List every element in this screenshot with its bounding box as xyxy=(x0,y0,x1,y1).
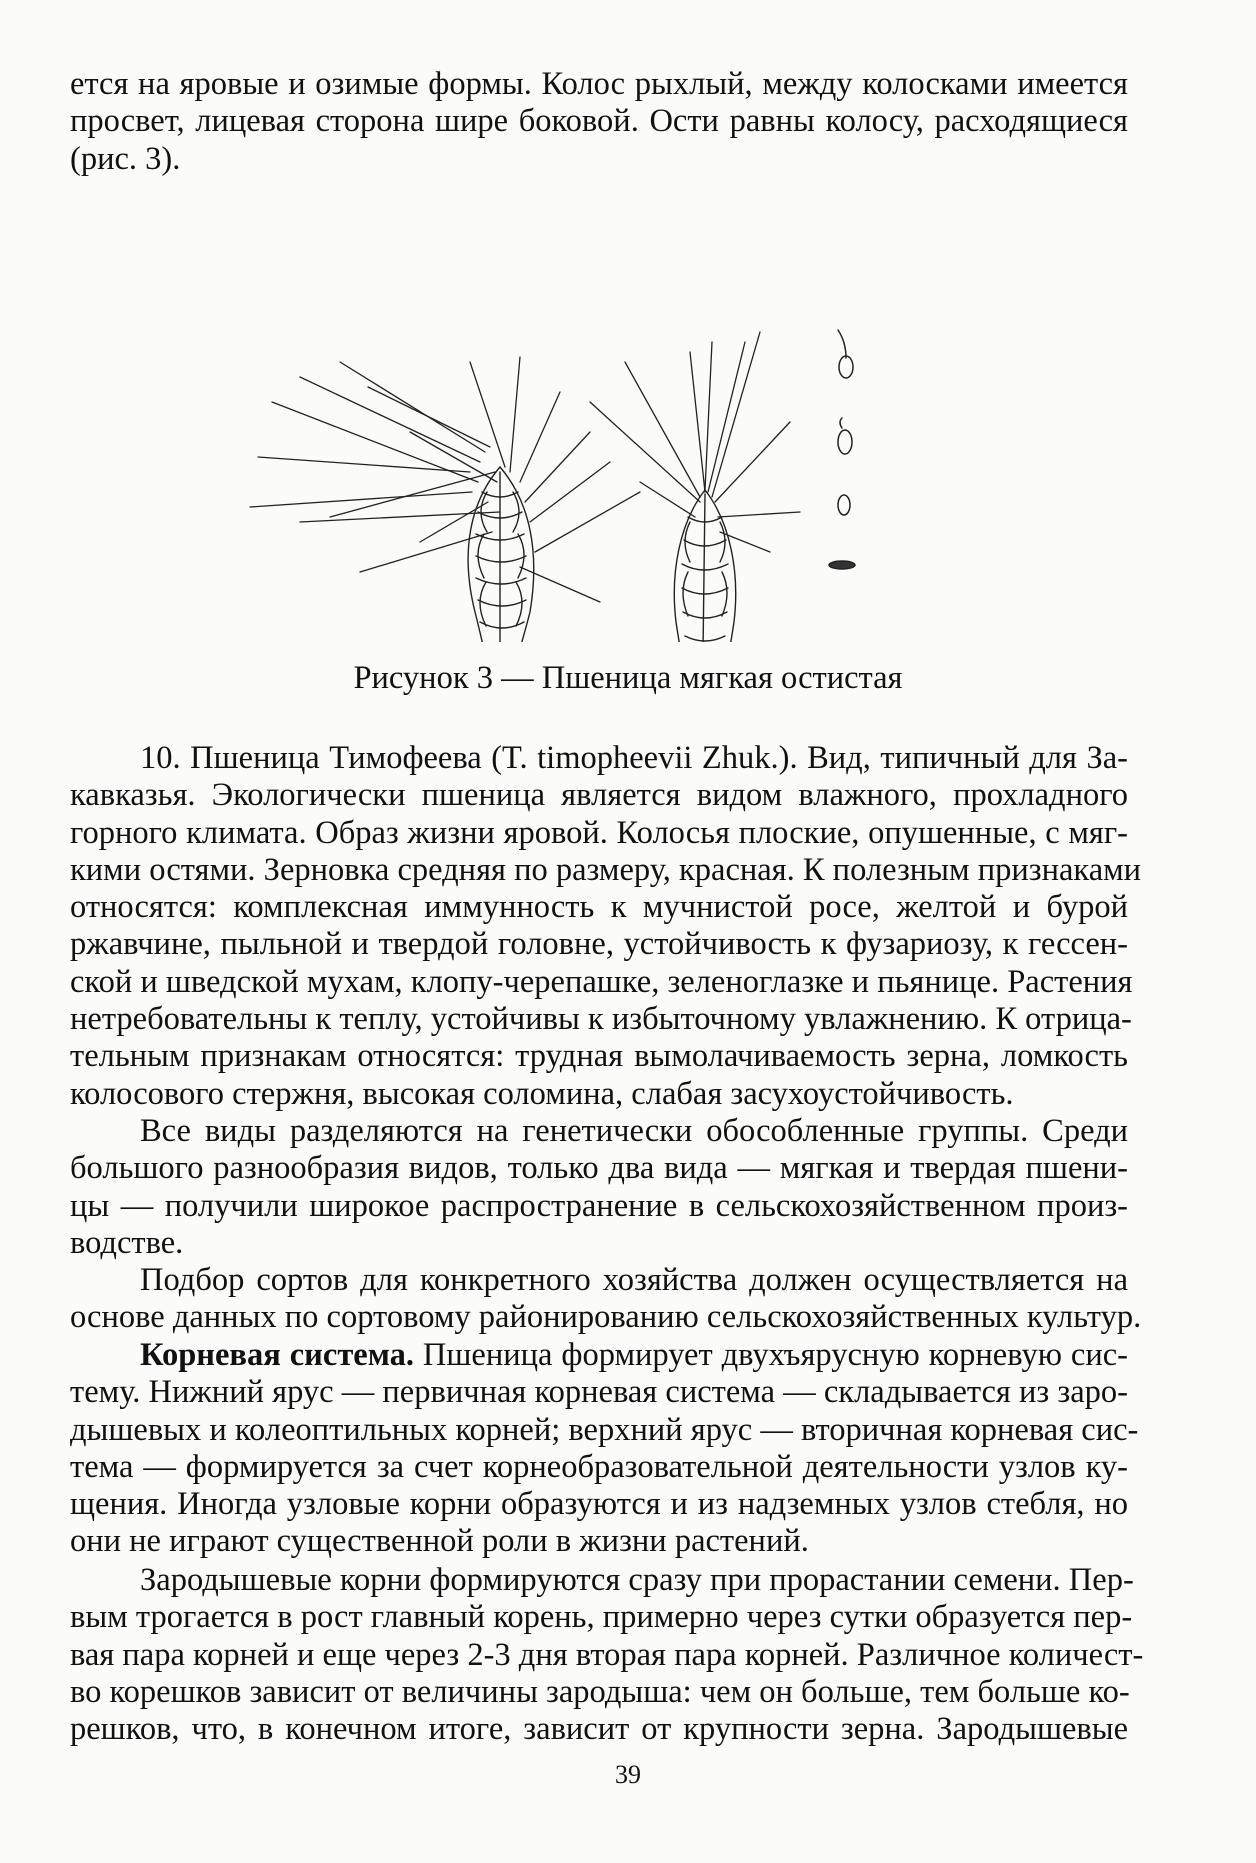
text-line: горного климата. Образ жизни яровой. Колосья плоские, опушенные, с мяг- xyxy=(70,814,1128,851)
text-line: водстве. xyxy=(70,1224,184,1261)
paragraph-root-system xyxy=(70,1337,1139,1561)
text-line: цы — получили широкое распространение в сельскохозяйственном произ- xyxy=(70,1187,1128,1224)
text-line: основе данных по сортовому районированию сельскохозяйственных культур. xyxy=(70,1299,1142,1336)
left-spike-awns xyxy=(250,357,640,602)
text-line: Зародышевые корни формируются сразу при прорастании семени. Пер- xyxy=(140,1562,1134,1598)
paragraph-germinal-roots xyxy=(70,1562,1144,1748)
text-line: (рис. 3). xyxy=(70,140,181,177)
text-line: большого разнообразия видов, только два вида — мягкая и твердая пшени- xyxy=(70,1150,1128,1187)
text-line: во корешков зависит от величины зародыша: чем он больше, тем больше ко- xyxy=(70,1673,1130,1710)
left-spike-body xyxy=(468,467,534,642)
right-spike-body xyxy=(674,490,735,642)
text-line xyxy=(70,1337,1128,1374)
intro-paragraph xyxy=(70,66,1128,178)
text-line: дышевых и колеоптильных корней; верхний ярус — вторичная корневая сис- xyxy=(70,1411,1139,1448)
text-line: вым трогается в рост главный корень, примерно через сутки образуется пер- xyxy=(70,1599,1133,1636)
text-line: колосового стержня, высокая соломина, слабая засухоустойчивость. xyxy=(70,1075,1014,1112)
page-number: 39 xyxy=(615,1760,641,1789)
grain-views xyxy=(829,330,855,569)
text-line: ется на яровые и озимые формы. Колос рыхлый, между колосками имеется xyxy=(70,66,1128,102)
text-line: они не играют существенной роли в жизни растений. xyxy=(70,1523,809,1560)
text-line: нетребовательны к теплу, устойчивы к избыточному увлажнению. К отрица- xyxy=(70,1001,1132,1038)
figure-caption: Рисунок 3 — Пшеница мягкая остистая xyxy=(353,660,903,696)
paragraph-species-groups xyxy=(70,1113,1128,1262)
section-heading: Корневая система. xyxy=(140,1337,414,1373)
text-line: просвет, лицевая сторона шире боковой. Ости равны колосу, расходящиеся xyxy=(70,103,1128,140)
text-line: Подбор сортов для конкретного хозяйства должен осуществляется на xyxy=(140,1262,1128,1298)
heading-line-rest: Пшеница формирует двухъярусную корневую сис- xyxy=(414,1337,1128,1373)
text-line: ржавчине, пыльной и твердой головне, устойчивость к фузариозу, к гессен- xyxy=(70,926,1128,963)
text-line: тельным признакам относятся: трудная вымолачиваемость зерна, ломкость xyxy=(70,1038,1128,1075)
text-line: тема — формируется за счет корнеобразовательной деятельности узлов ку- xyxy=(70,1448,1128,1485)
text-line: ской и шведской мухам, клопу-черепашке, зеленоглазке и пьянице. Растения xyxy=(70,963,1133,1000)
text-line: 10. Пшеница Тимофеева (T. timopheevii Zhuk.). Вид, типичный для За- xyxy=(140,740,1128,776)
paragraph-timofeev-wheat xyxy=(70,740,1142,1113)
text-line: тему. Нижний ярус — первичная корневая система — складывается из заро- xyxy=(70,1374,1128,1411)
paragraph-variety-selection xyxy=(70,1262,1142,1337)
text-line: кими остями. Зерновка средняя по размеру, красная. К полезным признаками xyxy=(70,851,1142,888)
wheat-illustration xyxy=(0,172,1256,642)
text-line: кавказья. Экологически пшеница является видом влажного, прохладного xyxy=(70,777,1128,814)
text-line: вая пара корней и еще через 2-3 дня вторая пара корней. Различное количест- xyxy=(70,1636,1144,1673)
text-line: относятся: комплексная иммунность к мучнистой росе, желтой и бурой xyxy=(70,889,1128,926)
right-spike-awns xyxy=(590,332,800,552)
text-line: щения. Иногда узловые корни образуются и из надземных узлов стебля, но xyxy=(70,1486,1128,1523)
text-line: решков, что, в конечном итоге, зависит от крупности зерна. Зародышевые xyxy=(70,1711,1128,1748)
text-line: Все виды разделяются на генетически обособленные группы. Среди xyxy=(140,1113,1128,1149)
